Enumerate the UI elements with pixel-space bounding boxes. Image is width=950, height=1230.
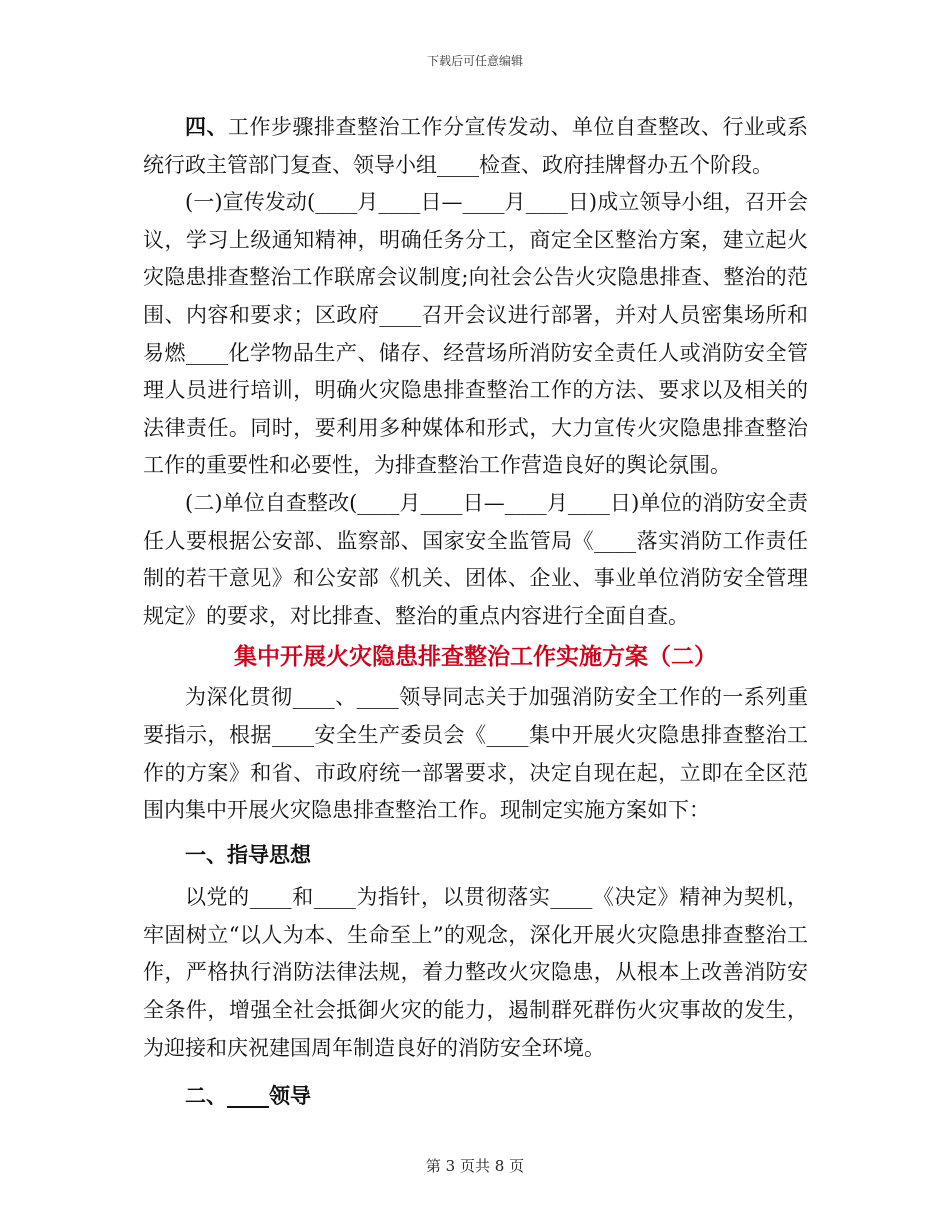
paragraph-self-inspection: (二)单位自查整改(____月____日—____月____日)单位的消防安全责任人要根据公安部、监察部、国家安全监管局《____落实消防工作责任制的若干意见》和公安部《机关、团体、企业、事业单位消防安全管理规定》的要求，对比排查、整治的重点内容进行全面自查。 — [143, 490, 808, 628]
section-heading-leadership: 二、____领导 — [185, 1083, 311, 1109]
page-footer: 第 3 页共 8 页 — [425, 1157, 525, 1175]
paragraph-guiding-ideology: 以党的____和____为指针，以贯彻落实____《决定》精神为契机，牢固树立“以人为本、生命至上”的观念，深化开展火灾隐患排查整治工作，严格执行消防法律法规，着力整改火灾隐患，从根本上改善消防安全条件，增强全社会抵御火灾的能力，遏制群死群伤火灾事故的发生，为迎接和庆祝建国周年制造良好的消防安全环境。 — [143, 885, 808, 1060]
document-title: 集中开展火灾隐患排查整治工作实施方案（二） — [234, 643, 717, 671]
document-body — [143, 108, 808, 1115]
section-heading-guiding-ideology: 一、指导思想 — [185, 841, 311, 867]
page-header: 下载后可任意编辑 — [426, 54, 523, 68]
paragraph-intro: 为深化贯彻____、____领导同志关于加强消防安全工作的一系列重要指示，根据____安全生产委员会《____集中开展火灾隐患排查整治工作的方案》和省、市政府统一部署要求，决定自现在起，立即在全区范围内集中开展火灾隐患排查整治工作。现制定实施方案如下： — [143, 685, 808, 823]
paragraph-work-steps-text: 工作步骤排查整治工作分宣传发动、单位自查整改、行业或系统行政主管部门复查、领导小组____检查、政府挂牌督办五个阶段。 — [143, 115, 808, 177]
paragraph-work-steps — [143, 108, 808, 184]
paragraph-publicity: (一)宣传发动(____月____日—____月____日)成立领导小组，召开会议，学习上级通知精神，明确任务分工，商定全区整治方案，建立起火灾隐患排查整治工作联席会议制度;向社会公告火灾隐患排查、整治的范围、内容和要求；区政府____召开会议进行部署，并对人员密集场所和易燃____化学物品生产、储存、经营场所消防安全责任人或消防安全管理人员进行培训，明确火灾隐患排查整治工作的方法、要求以及相关的法律责任。同时，要利用多种媒体和形式，大力宣传火灾隐患排查整治工作的重要性和必要性，为排查整治工作营造良好的舆论氛围。 — [143, 190, 808, 478]
paragraph-lead-number: 四、 — [185, 114, 228, 139]
